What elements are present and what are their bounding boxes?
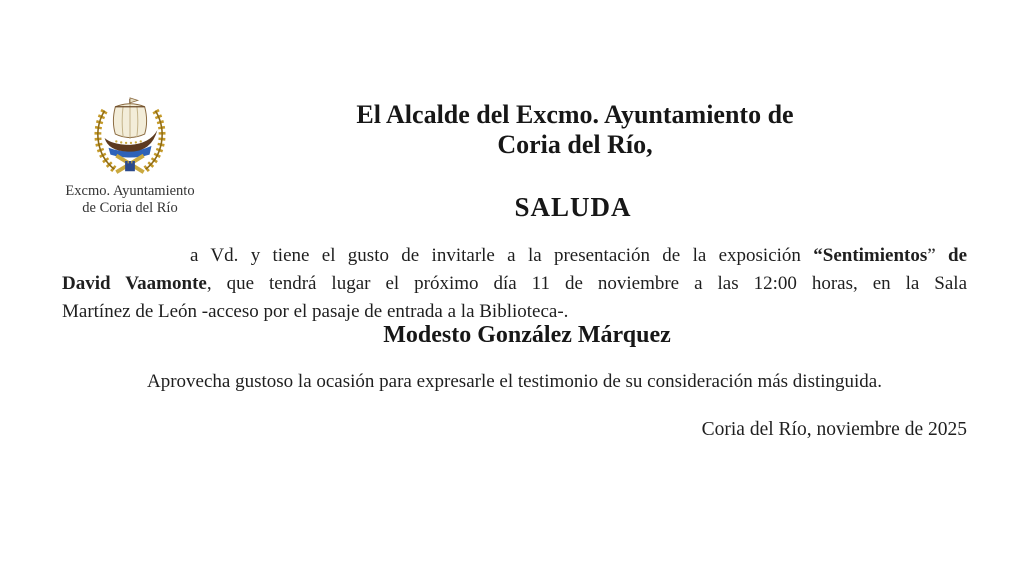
hull-dot: [125, 142, 127, 144]
mast-pennant: [130, 98, 138, 103]
mayor-name: Modesto González Márquez: [383, 322, 671, 348]
invitation-body: [62, 242, 967, 326]
body-line2-regular: , que tendrá lugar el próximo día 11 de noviembre a las 12:00 horas, en la Sala: [206, 273, 968, 294]
castle-emblem: [125, 161, 135, 171]
salutation-heading: SALUDA: [514, 192, 632, 222]
body-line1: [62, 242, 967, 270]
exhibition-name: “Sentimientos: [813, 245, 928, 266]
title-line1: El Alcalde del Excmo. Ayuntamiento de: [356, 100, 794, 129]
artist-name: David Vaamonte: [62, 273, 207, 294]
town-hall-crest: [55, 95, 205, 216]
body-line3: Martínez de León -acceso por el pasaje de entrada a la Biblioteca-.: [62, 301, 569, 322]
hull-dot: [120, 141, 122, 143]
body-line1-bold-tail: de: [935, 245, 968, 266]
closing-quote: ”: [927, 245, 936, 266]
ship-wreath-crest-icon: [84, 95, 176, 181]
crest-caption-line2: de Coria del Río: [82, 199, 178, 216]
hull-dot: [135, 141, 137, 143]
place-date: Coria del Río, noviembre de 2025: [701, 419, 967, 440]
hull-dot: [115, 140, 117, 142]
crest-caption: [55, 183, 205, 216]
body-line1-regular: a Vd. y tiene el gusto de invitarle a la presentación de la exposición: [190, 245, 814, 266]
hull-dot: [140, 140, 142, 142]
body-line2: [62, 270, 967, 298]
crest-caption-line1: Excmo. Ayuntamiento: [65, 183, 195, 199]
document-title: [356, 100, 793, 160]
closing-line: Aprovecha gustoso la ocasión para expresarle el testimonio de su consideración más distinguida.: [147, 371, 882, 392]
hull-dot: [130, 142, 132, 144]
title-line2: Coria del Río,: [497, 130, 653, 159]
